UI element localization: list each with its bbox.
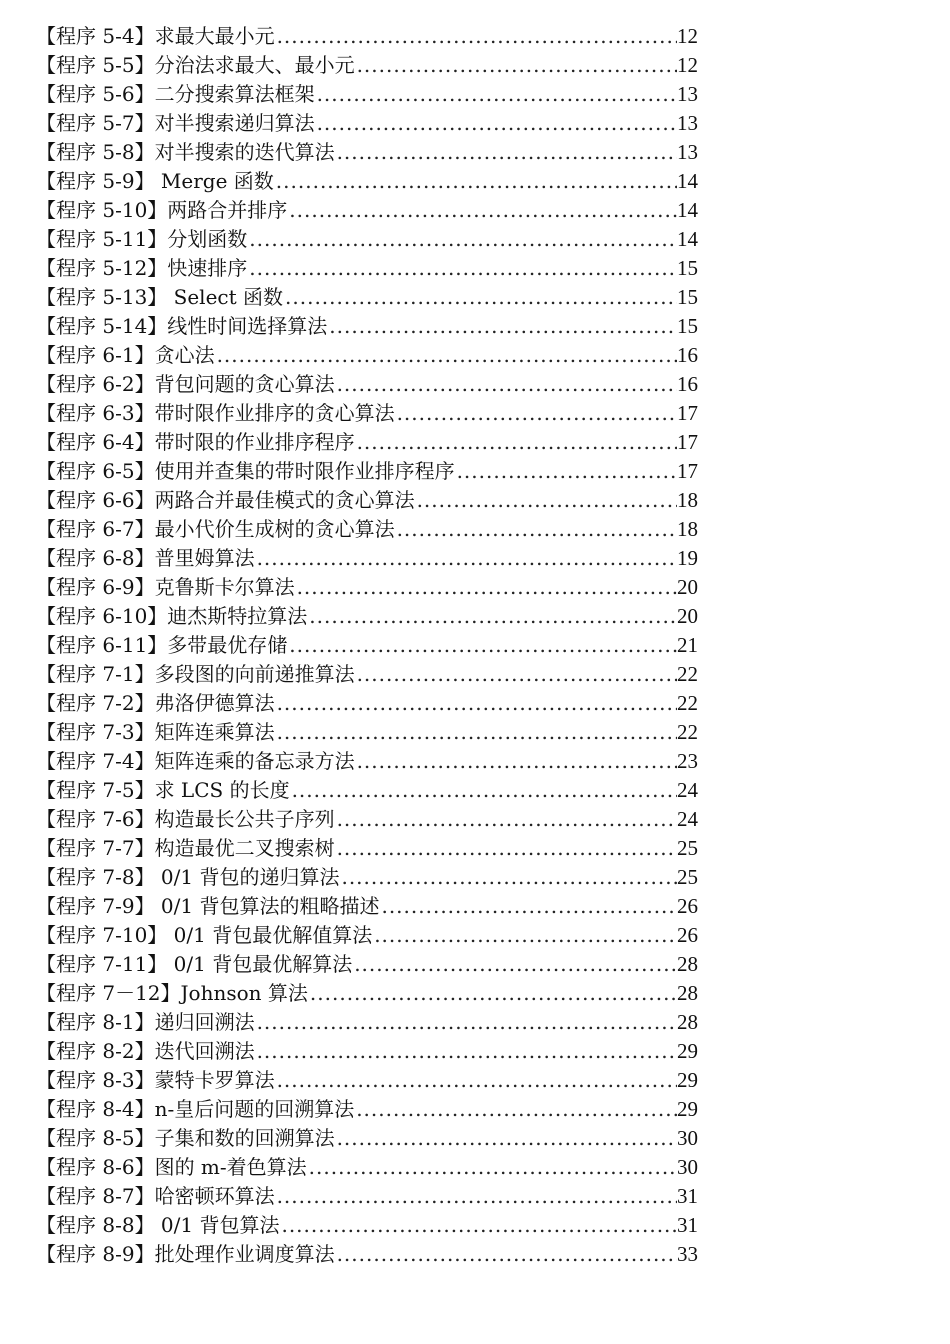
dot-leader [315,109,677,138]
dot-leader [275,1066,677,1095]
dot-leader [275,1182,677,1211]
toc-entry-page-number: 29 [677,1097,698,1121]
toc-entry-page-number: 21 [677,633,698,657]
dot-leader [335,834,677,863]
toc-entry[interactable] [36,515,698,544]
toc-entry[interactable] [36,1095,698,1124]
toc-entry-title: 【程序 7-9】 0/1 背包算法的粗略描述 [36,894,380,918]
dot-leader [355,660,677,689]
dot-leader [379,892,677,921]
dot-leader [335,1124,677,1153]
toc-entry-title: 【程序 5-5】分治法求最大、最小元 [36,53,355,77]
toc-entry[interactable] [36,1211,698,1240]
dot-leader [339,863,677,892]
dot-leader [335,1240,677,1269]
toc-entry-page-number: 17 [677,401,698,425]
toc-entry[interactable] [36,167,698,196]
toc-entry-title: 【程序 6-6】两路合并最佳模式的贪心算法 [36,488,415,512]
toc-entry-page-number: 22 [677,662,698,686]
toc-entry-title: 【程序 8-8】 0/1 背包算法 [36,1213,280,1237]
toc-entry-page-number: 17 [677,459,698,483]
toc-entry-page-number: 26 [677,894,698,918]
dot-leader [287,196,677,225]
toc-entry-title: 【程序 8-3】蒙特卡罗算法 [36,1068,275,1092]
toc-entry-page-number: 18 [677,488,698,512]
dot-leader [307,602,677,631]
toc-entry-title: 【程序 5-8】对半搜索的迭代算法 [36,140,335,164]
toc-entry[interactable] [36,776,698,805]
toc-entry-page-number: 12 [677,24,698,48]
toc-entry-page-number: 29 [677,1068,698,1092]
toc-entry-title: 【程序 5-4】求最大最小元 [36,24,275,48]
toc-entry[interactable] [36,544,698,573]
dot-leader [275,718,677,747]
toc-entry[interactable] [36,51,698,80]
toc-entry[interactable] [36,1153,698,1182]
toc-entry-title: 【程序 8-1】递归回溯法 [36,1010,255,1034]
dot-leader [308,979,677,1008]
toc-entry-title: 【程序 5-13】 Select 函数 [36,285,284,309]
toc-entry-page-number: 28 [677,981,698,1005]
toc-entry-page-number: 15 [677,256,698,280]
toc-entry-page-number: 30 [677,1155,698,1179]
toc-entry[interactable] [36,457,698,486]
toc-entry-page-number: 25 [677,865,698,889]
toc-entry[interactable] [36,718,698,747]
toc-entry[interactable] [36,22,698,51]
toc-entry-page-number: 16 [677,343,698,367]
toc-entry[interactable] [36,660,698,689]
toc-entry[interactable] [36,979,698,1008]
dot-leader [287,631,677,660]
toc-entry-page-number: 24 [677,778,698,802]
toc-entry-page-number: 25 [677,836,698,860]
toc-entry[interactable] [36,138,698,167]
toc-entry-title: 【程序 5-12】快速排序 [36,256,248,280]
toc-entry[interactable] [36,80,698,109]
toc-entry[interactable] [36,370,698,399]
toc-entry-title: 【程序 7-6】构造最长公共子序列 [36,807,335,831]
toc-entry-title: 【程序 5-7】对半搜索递归算法 [36,111,315,135]
toc-entry-title: 【程序 8-5】子集和数的回溯算法 [36,1126,335,1150]
dot-leader [355,747,677,776]
dot-leader [295,573,677,602]
toc-entry-title: 【程序 6-1】贪心法 [36,343,215,367]
table-of-contents [36,22,698,1269]
toc-entry-title: 【程序 5-10】两路合并排序 [36,198,288,222]
toc-entry-page-number: 22 [677,720,698,744]
dot-leader [335,370,677,399]
toc-entry-title: 【程序 7-8】 0/1 背包的递归算法 [36,865,340,889]
toc-entry-title: 【程序 7-2】弗洛伊德算法 [36,691,275,715]
toc-entry-page-number: 28 [677,952,698,976]
toc-entry-title: 【程序 6-10】迪杰斯特拉算法 [36,604,308,628]
toc-entry-page-number: 28 [677,1010,698,1034]
dot-leader [355,51,677,80]
toc-entry[interactable] [36,399,698,428]
toc-entry[interactable] [36,341,698,370]
toc-entry-title: 【程序 8-9】批处理作业调度算法 [36,1242,335,1266]
toc-entry-title: 【程序 7-5】求 LCS 的长度 [36,778,290,802]
toc-entry[interactable] [36,1240,698,1269]
toc-entry-page-number: 19 [677,546,698,570]
toc-entry-page-number: 15 [677,314,698,338]
toc-entry[interactable] [36,747,698,776]
dot-leader [274,167,677,196]
dot-leader [215,341,677,370]
toc-entry-page-number: 14 [677,198,698,222]
toc-entry[interactable] [36,1182,698,1211]
toc-entry-title: 【程序 7-3】矩阵连乘算法 [36,720,275,744]
toc-entry-title: 【程序 6-5】使用并查集的带时限作业排序程序 [36,459,455,483]
toc-entry-page-number: 12 [677,53,698,77]
dot-leader [279,1211,677,1240]
dot-leader [372,921,677,950]
toc-entry[interactable] [36,428,698,457]
toc-entry[interactable] [36,1037,698,1066]
toc-entry[interactable] [36,312,698,341]
dot-leader [335,138,677,167]
toc-entry-title: 【程序 8-2】迭代回溯法 [36,1039,255,1063]
toc-entry-page-number: 33 [677,1242,698,1266]
dot-leader [255,1037,677,1066]
toc-entry[interactable] [36,109,698,138]
toc-entry-title: 【程序 5-6】二分搜索算法框架 [36,82,315,106]
dot-leader [455,457,677,486]
toc-entry-title: 【程序 7-1】多段图的向前递推算法 [36,662,355,686]
toc-entry[interactable] [36,283,698,312]
dot-leader [395,515,677,544]
toc-entry[interactable] [36,1066,698,1095]
toc-entry-page-number: 20 [677,604,698,628]
dot-leader [247,254,677,283]
dot-leader [307,1153,677,1182]
toc-entry-title: 【程序 5-14】线性时间选择算法 [36,314,328,338]
toc-entry[interactable] [36,921,698,950]
dot-leader [275,689,677,718]
toc-entry[interactable] [36,573,698,602]
toc-entry-page-number: 14 [677,169,698,193]
toc-entry[interactable] [36,602,698,631]
toc-entry-page-number: 24 [677,807,698,831]
toc-entry-title: 【程序 6-11】多带最优存储 [36,633,288,657]
toc-entry-page-number: 30 [677,1126,698,1150]
toc-entry-title: 【程序 7-7】构造最优二叉搜索树 [36,836,335,860]
toc-entry[interactable] [36,631,698,660]
dot-leader [354,1095,677,1124]
toc-entry-page-number: 18 [677,517,698,541]
toc-entry[interactable] [36,689,698,718]
toc-entry[interactable] [36,834,698,863]
toc-entry-page-number: 15 [677,285,698,309]
toc-entry-page-number: 16 [677,372,698,396]
toc-entry[interactable] [36,1008,698,1037]
toc-entry-page-number: 14 [677,227,698,251]
dot-leader [415,486,677,515]
toc-entry-title: 【程序 7－12】Johnson 算法 [36,981,308,1005]
toc-entry[interactable] [36,254,698,283]
dot-leader [355,428,677,457]
dot-leader [290,776,677,805]
toc-entry[interactable] [36,950,698,979]
toc-entry-page-number: 26 [677,923,698,947]
toc-entry-page-number: 20 [677,575,698,599]
toc-entry-page-number: 31 [677,1213,698,1237]
toc-entry-title: 【程序 5-9】 Merge 函数 [36,169,274,193]
toc-entry-title: 【程序 6-8】普里姆算法 [36,546,255,570]
toc-entry[interactable] [36,892,698,921]
toc-entry[interactable] [36,1124,698,1153]
toc-entry[interactable] [36,196,698,225]
dot-leader [255,1008,677,1037]
toc-entry[interactable] [36,486,698,515]
toc-entry-title: 【程序 7-10】 0/1 背包最优解值算法 [36,923,373,947]
toc-entry-title: 【程序 7-4】矩阵连乘的备忘录方法 [36,749,355,773]
toc-entry-page-number: 31 [677,1184,698,1208]
toc-entry[interactable] [36,805,698,834]
toc-entry-page-number: 13 [677,111,698,135]
toc-entry-page-number: 17 [677,430,698,454]
toc-entry-title: 【程序 6-2】背包问题的贪心算法 [36,372,335,396]
toc-entry-title: 【程序 6-7】最小代价生成树的贪心算法 [36,517,395,541]
toc-entry-title: 【程序 8-7】哈密顿环算法 [36,1184,275,1208]
dot-leader [395,399,677,428]
dot-leader [247,225,677,254]
dot-leader [315,80,677,109]
toc-entry-page-number: 13 [677,140,698,164]
toc-entry[interactable] [36,225,698,254]
toc-entry-page-number: 23 [677,749,698,773]
dot-leader [255,544,677,573]
toc-entry-page-number: 22 [677,691,698,715]
dot-leader [327,312,677,341]
dot-leader [335,805,677,834]
dot-leader [283,283,677,312]
toc-entry-title: 【程序 5-11】分划函数 [36,227,248,251]
toc-entry-page-number: 29 [677,1039,698,1063]
toc-entry-title: 【程序 7-11】 0/1 背包最优解算法 [36,952,353,976]
toc-entry-title: 【程序 8-6】图的 m-着色算法 [36,1155,307,1179]
toc-entry-title: 【程序 6-4】带时限的作业排序程序 [36,430,355,454]
dot-leader [275,22,677,51]
toc-entry-title: 【程序 6-9】克鲁斯卡尔算法 [36,575,295,599]
toc-entry-title: 【程序 6-3】带时限作业排序的贪心算法 [36,401,395,425]
dot-leader [352,950,677,979]
toc-entry[interactable] [36,863,698,892]
toc-entry-page-number: 13 [677,82,698,106]
toc-entry-title: 【程序 8-4】n-皇后问题的回溯算法 [36,1097,355,1121]
